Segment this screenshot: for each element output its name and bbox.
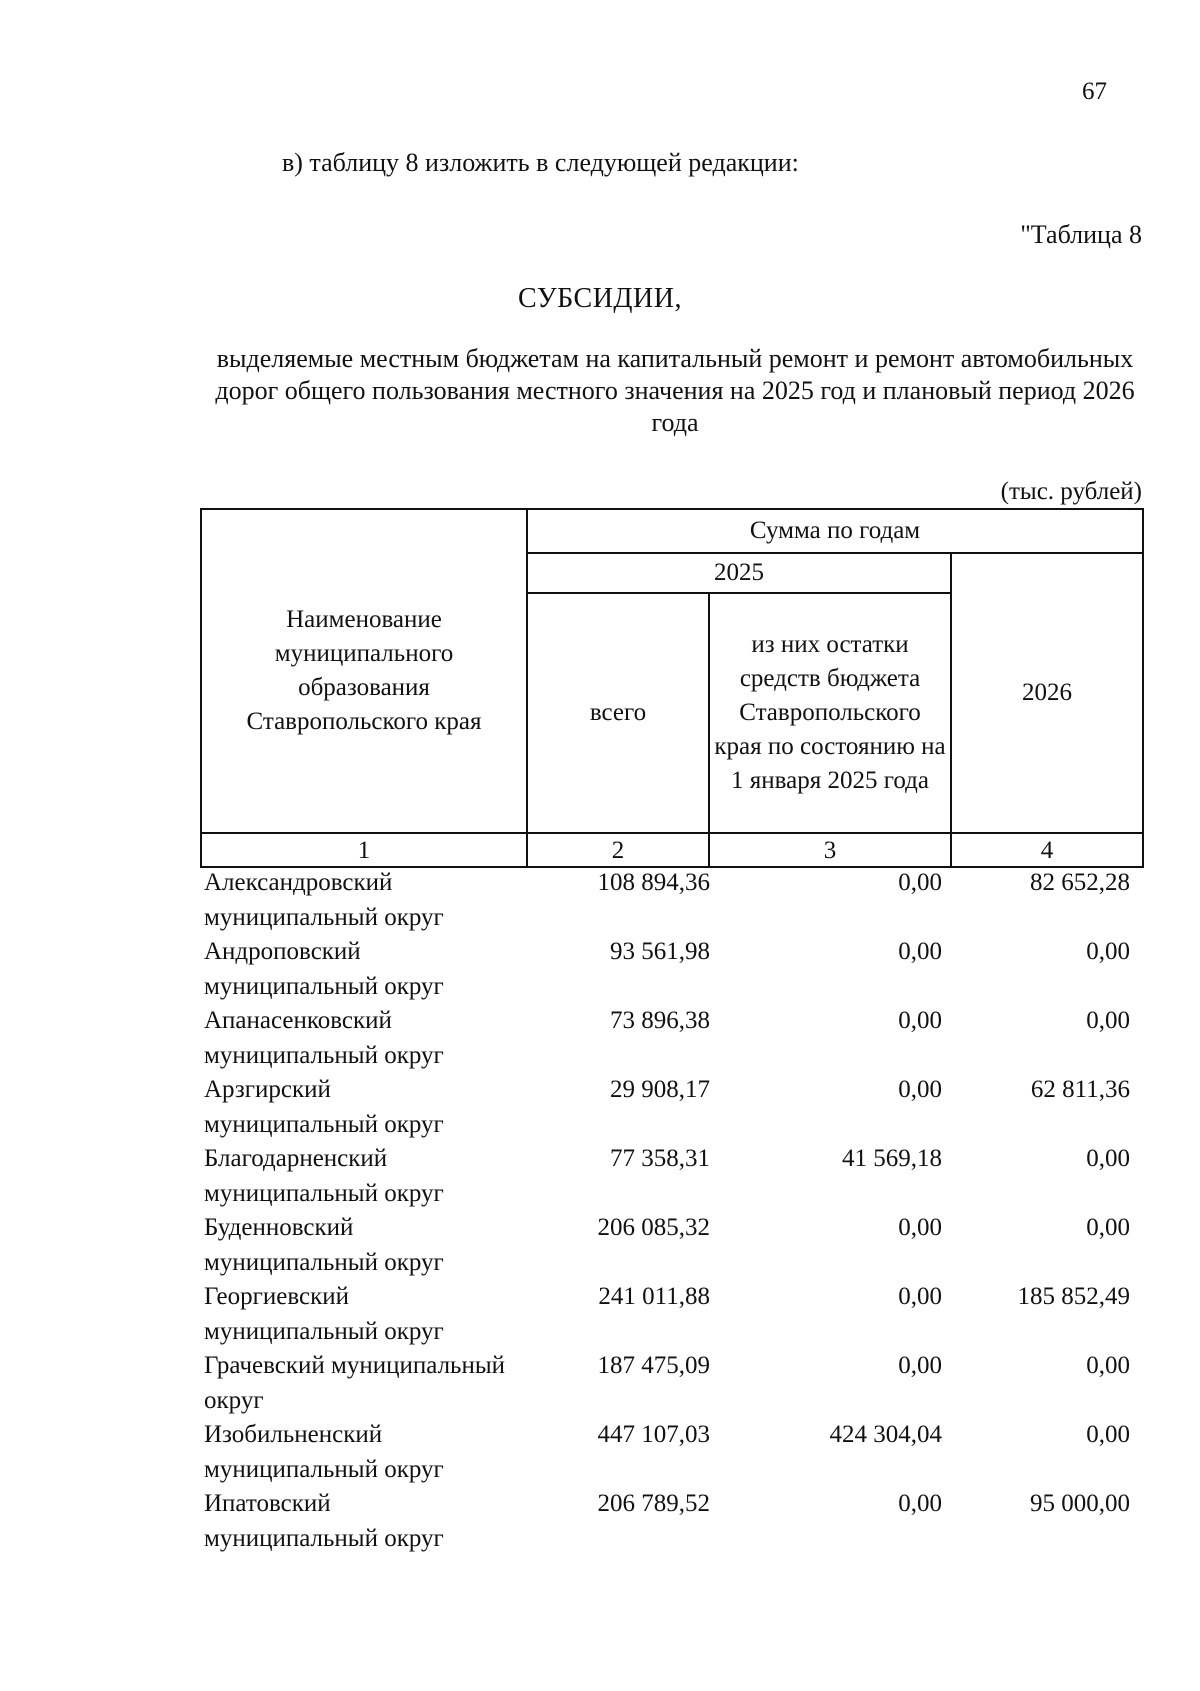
amount-2026-cell: 0,00 — [1086, 1007, 1130, 1034]
amount-2026-cell: 95 000,00 — [1030, 1490, 1130, 1517]
amount-2026-cell: 82 652,28 — [1030, 869, 1130, 896]
remains-2025-cell: 0,00 — [898, 938, 942, 965]
remains-2025-cell: 0,00 — [898, 869, 942, 896]
municipality-name-cell: Изобильненский муниципальный округ — [204, 1421, 444, 1483]
page-number: 67 — [1082, 78, 1107, 105]
col-number-2: 2 — [527, 833, 709, 867]
table-header — [200, 508, 1144, 868]
table-row — [204, 1142, 1130, 1211]
total-2025-cell: 108 894,36 — [597, 869, 710, 896]
intro-text: в) таблицу 8 изложить в следующей редакции: — [282, 148, 799, 177]
remains-2025-cell: 0,00 — [898, 1214, 942, 1241]
col-number-1: 1 — [201, 833, 527, 867]
table-row — [204, 1418, 1130, 1487]
total-2025-cell: 29 908,17 — [610, 1076, 710, 1103]
municipality-name-cell: Грачевский муниципальный округ — [204, 1352, 506, 1414]
municipality-name-cell: Арзгирский муниципальный округ — [204, 1076, 444, 1138]
header-remains: из них остатки средств бюджета Ставропольского края по состоянию на 1 января 2025 года — [709, 593, 951, 833]
municipality-name-cell: Апанасенковский муниципальный округ — [204, 1007, 444, 1069]
header-year-2026: 2026 — [951, 553, 1143, 833]
municipality-name-cell: Георгиевский муниципальный округ — [204, 1283, 444, 1345]
total-2025-cell: 241 011,88 — [598, 1283, 710, 1310]
col-number-4: 4 — [951, 833, 1143, 867]
amount-2026-cell: 0,00 — [1086, 1214, 1130, 1241]
total-2025-cell: 447 107,03 — [597, 1421, 710, 1448]
remains-2025-cell: 0,00 — [898, 1352, 942, 1379]
municipality-name-cell: Благодарненский муниципальный округ — [204, 1145, 444, 1207]
units-label: (тыс. рублей) — [1000, 478, 1142, 505]
amount-2026-cell: 0,00 — [1086, 1145, 1130, 1172]
remains-2025-cell: 41 569,18 — [842, 1145, 942, 1172]
total-2025-cell: 93 561,98 — [610, 938, 710, 965]
remains-2025-cell: 424 304,04 — [829, 1421, 942, 1448]
header-municipality-name: Наименование муниципального образования Ставропольского края — [201, 509, 527, 833]
header-year-2025: 2025 — [527, 553, 951, 593]
amount-2026-cell: 185 852,49 — [1017, 1283, 1130, 1310]
remains-2025-cell: 0,00 — [898, 1490, 942, 1517]
municipality-name-cell: Андроповский муниципальный округ — [204, 938, 444, 1000]
total-2025-cell: 187 475,09 — [597, 1352, 710, 1379]
municipality-name-cell: Буденновский муниципальный округ — [204, 1214, 444, 1276]
amount-2026-cell: 0,00 — [1086, 1352, 1130, 1379]
table-row — [204, 935, 1130, 1004]
total-2025-cell: 206 789,52 — [597, 1490, 710, 1517]
municipality-name-cell: Ипатовский муниципальный округ — [204, 1490, 444, 1552]
municipality-name-cell: Александровский муниципальный округ — [204, 869, 444, 931]
table-row — [204, 866, 1130, 935]
table-row — [204, 1280, 1130, 1349]
header-total: всего — [527, 593, 709, 833]
total-2025-cell: 206 085,32 — [597, 1214, 710, 1241]
document-subtitle: выделяемые местным бюджетам на капитальный ремонт и ремонт автомобильных дорог общего пользования местного значения на 2025 год и плановый период 2026 года — [215, 344, 1135, 437]
amount-2026-cell: 0,00 — [1086, 938, 1130, 965]
remains-2025-cell: 0,00 — [898, 1076, 942, 1103]
table-row — [204, 1073, 1130, 1142]
table-row — [204, 1004, 1130, 1073]
header-sum-by-years: Сумма по годам — [527, 509, 1143, 553]
table-row — [204, 1349, 1130, 1418]
amount-2026-cell: 62 811,36 — [1030, 1076, 1130, 1103]
subsidies-table-body — [204, 866, 1130, 1556]
remains-2025-cell: 0,00 — [898, 1283, 942, 1310]
total-2025-cell: 73 896,38 — [610, 1007, 710, 1034]
table-row — [204, 1211, 1130, 1280]
table-row — [204, 1487, 1130, 1556]
table-label: "Таблица 8 — [1020, 220, 1142, 249]
document-title: СУБСИДИИ, — [518, 283, 682, 314]
amount-2026-cell: 0,00 — [1086, 1421, 1130, 1448]
remains-2025-cell: 0,00 — [898, 1007, 942, 1034]
total-2025-cell: 77 358,31 — [610, 1145, 710, 1172]
col-number-3: 3 — [709, 833, 951, 867]
